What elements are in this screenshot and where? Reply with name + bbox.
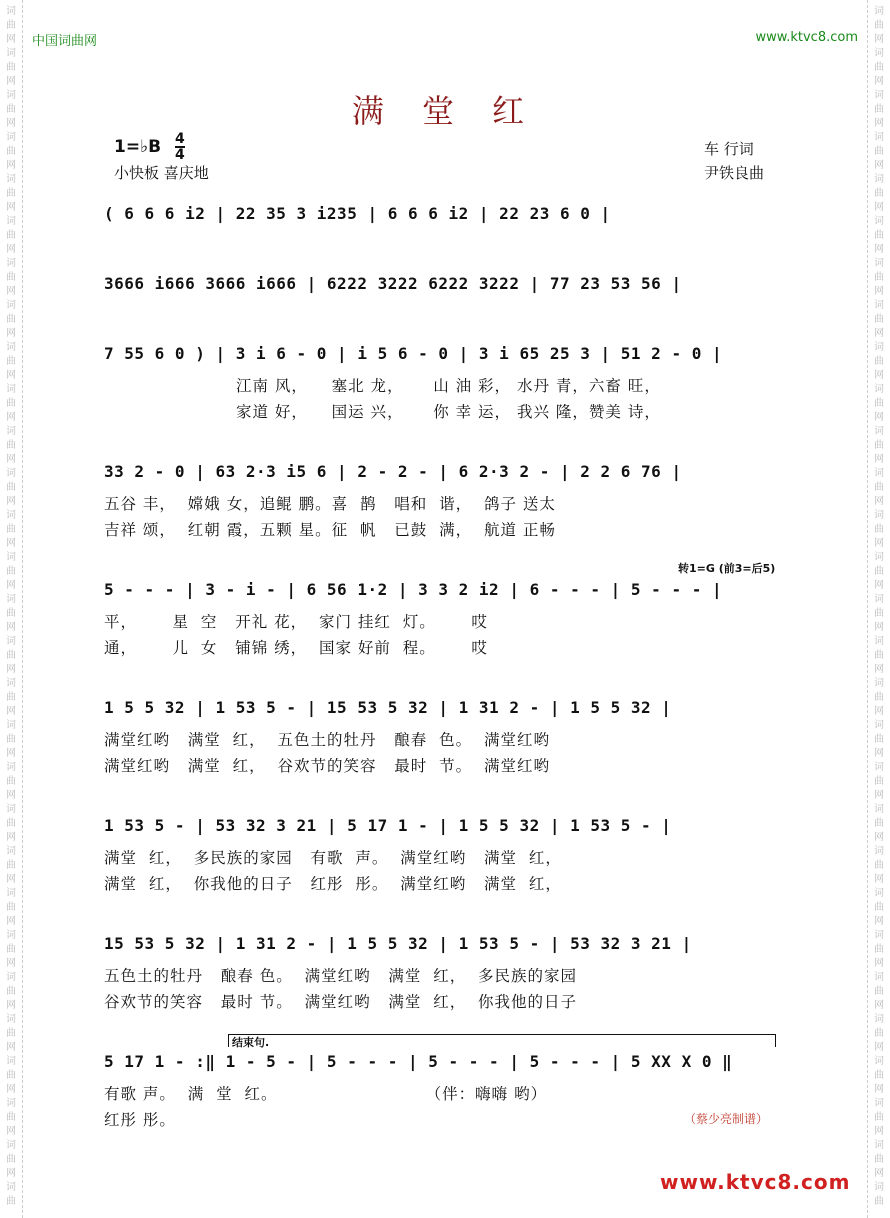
watermark-glyph: 词 bbox=[6, 930, 16, 941]
watermark-glyph: 曲 bbox=[874, 1196, 884, 1207]
watermark-glyph: 词 bbox=[874, 48, 884, 59]
watermark-glyph: 网 bbox=[6, 1084, 16, 1095]
watermark-glyph: 词 bbox=[874, 762, 884, 773]
watermark-glyph: 词 bbox=[6, 258, 16, 269]
watermark-glyph: 曲 bbox=[6, 902, 16, 913]
watermark-glyph: 词 bbox=[874, 720, 884, 731]
watermark-glyph: 词 bbox=[874, 258, 884, 269]
watermark-glyph: 网 bbox=[6, 958, 16, 969]
modulation-note: 转1=G (前3=后5) bbox=[678, 562, 776, 575]
watermark-glyph: 词 bbox=[874, 636, 884, 647]
score-line-2: 3666 i666 3666 i666 | 6222 3222 6222 3222 | 77 23 53 56 | bbox=[104, 274, 682, 293]
watermark-glyph: 网 bbox=[874, 580, 884, 591]
watermark-glyph: 网 bbox=[6, 370, 16, 381]
watermark-glyph: 网 bbox=[6, 1042, 16, 1053]
watermark-glyph: 曲 bbox=[874, 734, 884, 745]
watermark-glyph: 网 bbox=[6, 34, 16, 45]
watermark-glyph: 词 bbox=[6, 678, 16, 689]
lyric-4a: 满堂红哟 满堂 红， 五色土的牡丹 酿春 色。 满堂红哟 bbox=[104, 731, 550, 749]
watermark-glyph: 词 bbox=[874, 1098, 884, 1109]
watermark-glyph: 曲 bbox=[6, 230, 16, 241]
watermark-glyph: 网 bbox=[874, 832, 884, 843]
watermark-glyph: 曲 bbox=[874, 1028, 884, 1039]
lyric-6b: 谷欢节的笑容 最时 节。 满堂红哟 满堂 红， 你我他的日子 bbox=[104, 993, 578, 1011]
watermark-glyph: 网 bbox=[874, 538, 884, 549]
watermark-glyph: 曲 bbox=[874, 398, 884, 409]
site-name[interactable]: 中国词曲网 bbox=[32, 34, 98, 49]
watermark-glyph: 曲 bbox=[874, 104, 884, 115]
watermark-glyph: 曲 bbox=[6, 986, 16, 997]
watermark-glyph: 曲 bbox=[874, 566, 884, 577]
watermark-glyph: 曲 bbox=[6, 314, 16, 325]
left-watermark-strip bbox=[0, 0, 23, 1218]
watermark-glyph: 网 bbox=[6, 412, 16, 423]
key-signature bbox=[114, 132, 185, 162]
watermark-glyph: 曲 bbox=[874, 1112, 884, 1123]
watermark-glyph: 曲 bbox=[6, 272, 16, 283]
score-line-7: 1 53 5 - | 53 32 3 21 | 5 17 1 - | 1 5 5 32 | 1 53 5 - | bbox=[104, 816, 672, 835]
watermark-glyph: 网 bbox=[6, 328, 16, 339]
watermark-glyph: 曲 bbox=[6, 356, 16, 367]
watermark-glyph: 曲 bbox=[874, 356, 884, 367]
watermark-glyph: 词 bbox=[6, 300, 16, 311]
lyric-6a: 五色土的牡丹 酿春 色。 满堂红哟 满堂 红， 多民族的家园 bbox=[104, 967, 578, 985]
lyric-2b: 吉祥 颂， 红朝 霞，五颗 星。征 帆 已鼓 满， 航道 正畅 bbox=[104, 521, 556, 539]
watermark-glyph: 曲 bbox=[6, 482, 16, 493]
watermark-glyph: 词 bbox=[6, 426, 16, 437]
watermark-glyph: 网 bbox=[6, 76, 16, 87]
watermark-glyph: 词 bbox=[6, 1014, 16, 1025]
watermark-glyph: 曲 bbox=[874, 20, 884, 31]
score-line-9: 5 17 1 - :‖ 1 - 5 - | 5 - - - | 5 - - - | 5 - - - | 5 XX X 0 ‖ bbox=[104, 1052, 733, 1071]
watermark-glyph: 词 bbox=[6, 342, 16, 353]
watermark-glyph: 网 bbox=[874, 202, 884, 213]
watermark-glyph: 网 bbox=[874, 118, 884, 129]
watermark-glyph: 网 bbox=[6, 1168, 16, 1179]
watermark-glyph: 网 bbox=[874, 1168, 884, 1179]
watermark-glyph: 网 bbox=[6, 202, 16, 213]
watermark-glyph: 网 bbox=[6, 580, 16, 591]
watermark-glyph: 曲 bbox=[6, 860, 16, 871]
watermark-glyph: 词 bbox=[874, 1056, 884, 1067]
watermark-glyph: 曲 bbox=[874, 440, 884, 451]
watermark-glyph: 曲 bbox=[6, 650, 16, 661]
watermark-glyph: 曲 bbox=[874, 314, 884, 325]
watermark-glyph: 曲 bbox=[874, 188, 884, 199]
lyric-5a: 满堂 红， 多民族的家园 有歌 声。 满堂红哟 满堂 红， bbox=[104, 849, 562, 867]
watermark-glyph: 词 bbox=[874, 846, 884, 857]
watermark-glyph: 网 bbox=[6, 748, 16, 759]
watermark-glyph: 网 bbox=[874, 748, 884, 759]
watermark-glyph: 网 bbox=[874, 76, 884, 87]
watermark-glyph: 网 bbox=[874, 412, 884, 423]
time-bottom: 4 bbox=[174, 147, 185, 163]
watermark-glyph: 网 bbox=[874, 916, 884, 927]
watermark-glyph: 网 bbox=[6, 454, 16, 465]
watermark-glyph: 曲 bbox=[874, 986, 884, 997]
watermark-glyph: 词 bbox=[6, 762, 16, 773]
watermark-glyph: 词 bbox=[6, 972, 16, 983]
watermark-glyph: 词 bbox=[6, 1056, 16, 1067]
watermark-glyph: 词 bbox=[874, 1182, 884, 1193]
watermark-glyph: 曲 bbox=[6, 104, 16, 115]
lyric-1b: 家道 好， 国运 兴， 你 幸 运， 我兴 隆，赞美 诗， bbox=[236, 403, 661, 421]
ending-label: 结束句. bbox=[232, 1036, 270, 1049]
score-line-4: 33 2 - 0 | 63 2·3 i5 6 | 2 - 2 - | 6 2·3 2 - | 2 2 6 76 | bbox=[104, 462, 682, 481]
watermark-glyph: 网 bbox=[874, 370, 884, 381]
watermark-glyph: 曲 bbox=[874, 1154, 884, 1165]
watermark-glyph: 曲 bbox=[6, 692, 16, 703]
watermark-glyph: 网 bbox=[874, 244, 884, 255]
time-signature bbox=[175, 132, 185, 162]
watermark-glyph: 曲 bbox=[874, 860, 884, 871]
watermark-glyph: 词 bbox=[6, 510, 16, 521]
score-line-8: 15 53 5 32 | 1 31 2 - | 1 5 5 32 | 1 53 5 - | 53 32 3 21 | bbox=[104, 934, 692, 953]
song-title: 满 堂 红 bbox=[351, 92, 539, 130]
watermark-glyph: 词 bbox=[6, 720, 16, 731]
watermark-glyph: 网 bbox=[6, 832, 16, 843]
watermark-glyph: 曲 bbox=[6, 146, 16, 157]
time-top: 4 bbox=[174, 131, 185, 147]
lyric-4b: 满堂红哟 满堂 红， 谷欢节的笑容 最时 节。 满堂红哟 bbox=[104, 757, 550, 775]
score-line-5: 5 - - - | 3 - i - | 6 56 1·2 | 3 3 2 i2 | 6 - - - | 5 - - - | bbox=[104, 580, 723, 599]
watermark-glyph: 网 bbox=[6, 1000, 16, 1011]
watermark-glyph: 词 bbox=[874, 678, 884, 689]
watermark-glyph: 网 bbox=[6, 790, 16, 801]
watermark-glyph: 网 bbox=[6, 286, 16, 297]
watermark-glyph: 词 bbox=[874, 468, 884, 479]
watermark-glyph: 词 bbox=[6, 174, 16, 185]
watermark-glyph: 词 bbox=[874, 888, 884, 899]
watermark-glyph: 曲 bbox=[874, 818, 884, 829]
watermark-glyph: 曲 bbox=[6, 566, 16, 577]
score-line-1: ( 6 6 6 i2 | 22 35 3 i235 | 6 6 6 i2 | 22 23 6 0 | bbox=[104, 204, 611, 223]
watermark-glyph: 词 bbox=[874, 132, 884, 143]
lyricist: 车 行词 bbox=[704, 140, 754, 158]
watermark-glyph: 曲 bbox=[6, 776, 16, 787]
watermark-glyph: 词 bbox=[6, 552, 16, 563]
watermark-glyph: 曲 bbox=[874, 524, 884, 535]
right-watermark-strip bbox=[867, 0, 890, 1218]
watermark-glyph: 词 bbox=[874, 972, 884, 983]
watermark-glyph: 词 bbox=[6, 594, 16, 605]
watermark-glyph: 曲 bbox=[874, 650, 884, 661]
watermark-glyph: 曲 bbox=[874, 62, 884, 73]
watermark-glyph: 曲 bbox=[6, 1070, 16, 1081]
watermark-glyph: 词 bbox=[874, 510, 884, 521]
watermark-glyph: 网 bbox=[874, 454, 884, 465]
watermark-glyph: 词 bbox=[874, 174, 884, 185]
watermark-glyph: 网 bbox=[874, 958, 884, 969]
watermark-glyph: 词 bbox=[874, 216, 884, 227]
watermark-glyph: 曲 bbox=[874, 146, 884, 157]
watermark-glyph: 网 bbox=[6, 916, 16, 927]
watermark-glyph: 曲 bbox=[6, 1154, 16, 1165]
score-line-3: 7 55 6 0 ) | 3 i 6 - 0 | i 5 6 - 0 | 3 i 65 25 3 | 51 2 - 0 | bbox=[104, 344, 723, 363]
watermark-glyph: 网 bbox=[6, 874, 16, 885]
watermark-glyph: 曲 bbox=[6, 20, 16, 31]
watermark-glyph: 词 bbox=[874, 342, 884, 353]
lyric-2a: 五谷 丰， 嫦娥 女，追鲲 鹏。喜 鹊 唱和 谐， 鸽子 送太 bbox=[104, 495, 556, 513]
watermark-glyph: 词 bbox=[874, 6, 884, 17]
watermark-glyph: 网 bbox=[6, 538, 16, 549]
watermark-glyph: 曲 bbox=[874, 692, 884, 703]
watermark-glyph: 词 bbox=[874, 426, 884, 437]
lyric-5b: 满堂 红， 你我他的日子 红彤 彤。 满堂红哟 满堂 红， bbox=[104, 875, 562, 893]
watermark-glyph: 网 bbox=[874, 160, 884, 171]
watermark-glyph: 曲 bbox=[874, 482, 884, 493]
watermark-glyph: 网 bbox=[874, 1126, 884, 1137]
transcriber-credit: （蔡少亮制谱） bbox=[684, 1112, 769, 1126]
watermark-glyph: 网 bbox=[874, 664, 884, 675]
watermark-glyph: 曲 bbox=[6, 1028, 16, 1039]
watermark-glyph: 网 bbox=[874, 1084, 884, 1095]
watermark-glyph: 曲 bbox=[874, 230, 884, 241]
lyric-7b: 红彤 彤。 bbox=[104, 1111, 176, 1129]
watermark-glyph: 曲 bbox=[6, 62, 16, 73]
watermark-glyph: 网 bbox=[874, 496, 884, 507]
watermark-glyph: 网 bbox=[6, 622, 16, 633]
ending-bracket bbox=[228, 1034, 776, 1047]
watermark-glyph: 词 bbox=[6, 804, 16, 815]
watermark-glyph: 网 bbox=[874, 1000, 884, 1011]
watermark-glyph: 词 bbox=[6, 468, 16, 479]
watermark-glyph: 曲 bbox=[6, 440, 16, 451]
watermark-glyph: 网 bbox=[874, 286, 884, 297]
watermark-glyph: 网 bbox=[874, 328, 884, 339]
score-line-6: 1 5 5 32 | 1 53 5 - | 15 53 5 32 | 1 31 2 - | 1 5 5 32 | bbox=[104, 698, 672, 717]
watermark-glyph: 词 bbox=[6, 1140, 16, 1151]
footer-logo[interactable]: www.ktvc8.com bbox=[660, 1170, 851, 1194]
watermark-glyph: 网 bbox=[874, 622, 884, 633]
site-url[interactable]: www.ktvc8.com bbox=[755, 30, 858, 45]
watermark-glyph: 词 bbox=[6, 1182, 16, 1193]
watermark-glyph: 网 bbox=[874, 874, 884, 885]
watermark-glyph: 曲 bbox=[6, 1196, 16, 1207]
key-label: 1=♭B bbox=[114, 137, 162, 157]
watermark-glyph: 网 bbox=[874, 1042, 884, 1053]
watermark-glyph: 词 bbox=[6, 636, 16, 647]
watermark-glyph: 词 bbox=[6, 216, 16, 227]
watermark-glyph: 曲 bbox=[6, 188, 16, 199]
composer: 尹铁良曲 bbox=[704, 164, 765, 182]
watermark-glyph: 网 bbox=[6, 706, 16, 717]
watermark-glyph: 曲 bbox=[874, 944, 884, 955]
watermark-glyph: 词 bbox=[6, 90, 16, 101]
watermark-glyph: 网 bbox=[6, 1126, 16, 1137]
watermark-glyph: 网 bbox=[6, 160, 16, 171]
watermark-glyph: 曲 bbox=[874, 902, 884, 913]
lyric-3b: 通， 儿 女 铺锦 绣， 国家 好前 程。 哎 bbox=[104, 639, 488, 657]
watermark-glyph: 词 bbox=[874, 300, 884, 311]
watermark-glyph: 词 bbox=[874, 552, 884, 563]
watermark-glyph: 曲 bbox=[874, 608, 884, 619]
lyric-1a: 江南 风， 塞北 龙， 山 油 彩， 水丹 青，六畜 旺， bbox=[236, 377, 661, 395]
watermark-glyph: 网 bbox=[874, 790, 884, 801]
watermark-glyph: 网 bbox=[6, 244, 16, 255]
watermark-glyph: 词 bbox=[874, 1140, 884, 1151]
watermark-glyph: 词 bbox=[6, 888, 16, 899]
watermark-glyph: 网 bbox=[874, 706, 884, 717]
watermark-glyph: 词 bbox=[6, 1098, 16, 1109]
watermark-glyph: 词 bbox=[6, 48, 16, 59]
tempo-marking: 小快板 喜庆地 bbox=[114, 164, 209, 182]
watermark-glyph: 词 bbox=[874, 1014, 884, 1025]
watermark-glyph: 曲 bbox=[6, 524, 16, 535]
watermark-glyph: 词 bbox=[6, 846, 16, 857]
watermark-glyph: 词 bbox=[874, 804, 884, 815]
watermark-glyph: 词 bbox=[874, 384, 884, 395]
watermark-glyph: 网 bbox=[6, 118, 16, 129]
watermark-glyph: 词 bbox=[6, 384, 16, 395]
watermark-glyph: 词 bbox=[6, 132, 16, 143]
watermark-glyph: 曲 bbox=[874, 1070, 884, 1081]
lyric-7a: 有歌 声。 满 堂 红。 （伴：嗨嗨 哟） bbox=[104, 1085, 548, 1103]
watermark-glyph: 词 bbox=[6, 6, 16, 17]
watermark-glyph: 网 bbox=[6, 664, 16, 675]
watermark-glyph: 曲 bbox=[6, 1112, 16, 1123]
watermark-glyph: 曲 bbox=[874, 272, 884, 283]
watermark-glyph: 曲 bbox=[6, 398, 16, 409]
lyric-3a: 平， 星 空 开礼 花， 家门 挂红 灯。 哎 bbox=[104, 613, 488, 631]
watermark-glyph: 词 bbox=[874, 930, 884, 941]
watermark-glyph: 词 bbox=[874, 90, 884, 101]
watermark-glyph: 曲 bbox=[6, 608, 16, 619]
watermark-glyph: 曲 bbox=[6, 734, 16, 745]
watermark-glyph: 网 bbox=[6, 496, 16, 507]
watermark-glyph: 网 bbox=[874, 34, 884, 45]
watermark-glyph: 曲 bbox=[6, 944, 16, 955]
watermark-glyph: 曲 bbox=[6, 818, 16, 829]
watermark-glyph: 曲 bbox=[874, 776, 884, 787]
watermark-glyph: 词 bbox=[874, 594, 884, 605]
